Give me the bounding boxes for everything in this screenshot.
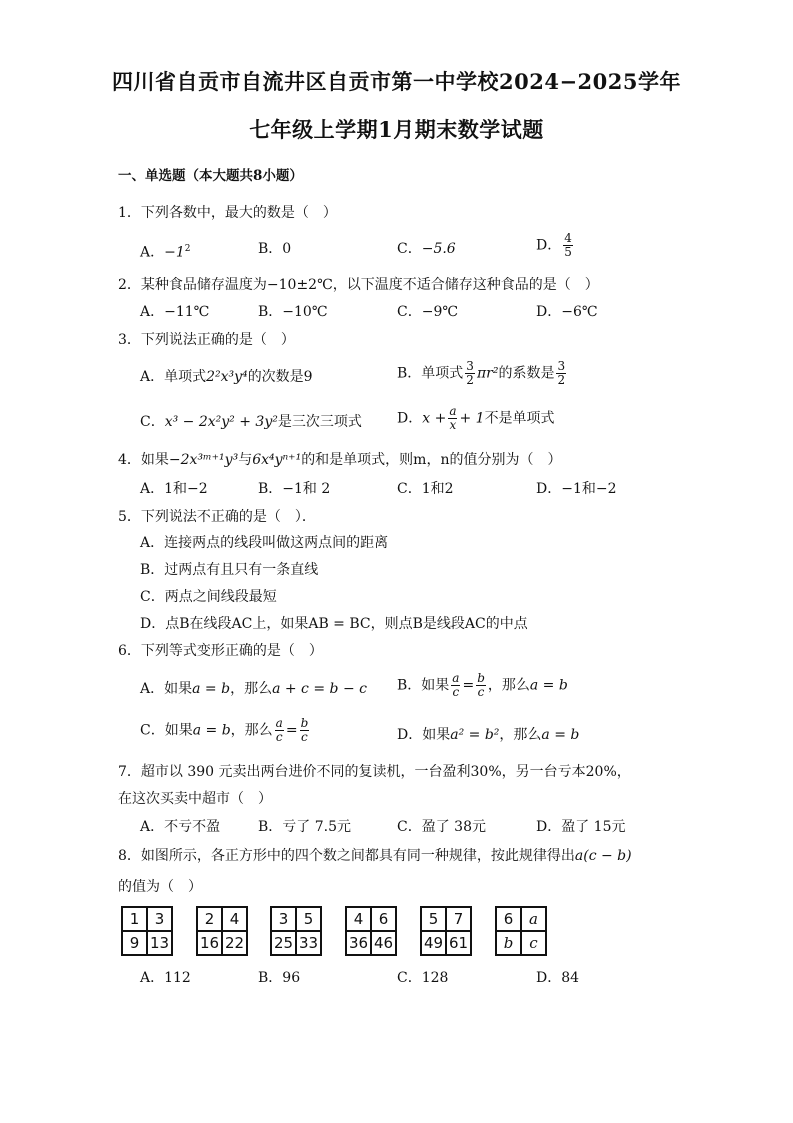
square-cell: 3 [147, 907, 172, 931]
q8-option-d: D．84 [536, 970, 580, 986]
square-cell: 6 [496, 907, 521, 931]
q3-option-b: B．单项式 $\frac{3}{2}$ πr²的系数是 $\frac{3}{2}$ [397, 359, 566, 387]
q2-option-c: C．−9℃ [397, 304, 459, 320]
square-cell: 4 [346, 907, 371, 931]
q6-stem: 6．下列等式变形正确的是（ ） [118, 643, 323, 659]
square-cell: 16 [197, 931, 222, 955]
q6-option-a: A．如果a = b，那么a + c = b − c [140, 681, 367, 697]
q1-option-b: B．0 [258, 241, 292, 257]
q4-stem: 4．如果−2x³ᵐ⁺¹y³与6x⁴yⁿ⁺¹的和是单项式，则m，n的值分别为（ ） [118, 452, 562, 468]
q5-option-a: A．连接两点的线段叫做这两点间的距离 [140, 535, 389, 551]
q4-option-b: B．−1和 2 [258, 481, 331, 497]
q7-option-b: B．亏了 7.5元 [258, 819, 352, 835]
square-cell: 3 [271, 907, 296, 931]
title-line-1: 四川省自贡市自流井区自贡市第一中学校2024−2025学年 [112, 69, 681, 94]
q2-option-b: B．−10℃ [258, 304, 328, 320]
square-cell: 36 [346, 931, 371, 955]
q8-option-b: B．96 [258, 970, 301, 986]
q2-option-a: A．−11℃ [140, 304, 210, 320]
q7-option-a: A．不亏不盈 [140, 819, 221, 835]
square-cell: c [521, 931, 546, 955]
q5-option-d: D．点B在线段AC上，如果AB = BC，则点B是线段AC的中点 [140, 616, 528, 632]
square-cell: 25 [271, 931, 296, 955]
square-cell: 5 [296, 907, 321, 931]
square-cell: 9 [122, 931, 147, 955]
section-heading: 一、单选题（本大题共8小题） [118, 168, 303, 184]
square-cell: a [521, 907, 546, 931]
number-square-1 [121, 906, 173, 956]
q2-stem: 2．某种食品储存温度为−10±2℃，以下温度不适合储存这种食品的是（ ） [118, 277, 599, 293]
square-cell: 1 [122, 907, 147, 931]
square-cell: 61 [446, 931, 471, 955]
q8-option-a: A．112 [140, 970, 191, 986]
square-cell: 22 [222, 931, 247, 955]
q6-option-b: B．如果 $\frac{a}{c}$ = $\frac{b}{c}$ ，那么a = b [397, 671, 568, 699]
q7-stem-line-2: 在这次买卖中超市（ ） [118, 791, 272, 807]
square-cell: 13 [147, 931, 172, 955]
q1-option-d: D． $\frac{4}{5}$ [536, 231, 572, 259]
q5-option-c: C．两点之间线段最短 [140, 589, 277, 605]
q5-option-b: B．过两点有且只有一条直线 [140, 562, 319, 578]
q3-option-c: C．x³ − 2x²y² + 3y²是三次三项式 [140, 414, 362, 430]
square-cell: 46 [371, 931, 396, 955]
q1-stem: 1．下列各数中，最大的数是（ ） [118, 205, 337, 221]
q3-option-a: A．单项式2²x³y⁴的次数是9 [140, 369, 313, 385]
square-cell: 2 [197, 907, 222, 931]
number-square-3 [270, 906, 322, 956]
number-square-6 [495, 906, 547, 956]
square-cell: b [496, 931, 521, 955]
q4-option-d: D．−1和−2 [536, 481, 617, 497]
q3-option-d: D．x + $\frac{a}{x}$ + 1不是单项式 [397, 404, 555, 432]
q3-stem: 3．下列说法正确的是（ ） [118, 332, 295, 348]
q1-option-c: C．−5.6 [397, 241, 456, 257]
number-square-2 [196, 906, 248, 956]
q6-option-d: D．如果a² = b²，那么a = b [397, 727, 580, 743]
square-cell: 5 [421, 907, 446, 931]
square-cell: 33 [296, 931, 321, 955]
q7-stem-line-1: 7．超市以 390 元卖出两台进价不同的复读机，一台盈利30%，另一台亏本20%， [118, 764, 631, 780]
square-cell: 6 [371, 907, 396, 931]
number-square-4 [345, 906, 397, 956]
title-line-2: 七年级上学期1月期末数学试题 [249, 117, 544, 142]
q2-option-d: D．−6℃ [536, 304, 598, 320]
q5-stem: 5．下列说法不正确的是（ ）． [118, 509, 316, 525]
square-cell: 49 [421, 931, 446, 955]
q7-option-d: D．盈了 15元 [536, 819, 626, 835]
square-cell: 7 [446, 907, 471, 931]
q1-option-a: A．$-1^2$ [140, 244, 191, 261]
q6-option-c: C．如果a = b，那么 $\frac{a}{c}$ = $\frac{b}{c}$ [140, 716, 309, 744]
square-cell: 4 [222, 907, 247, 931]
q8-stem-line-1: 8．如图所示，各正方形中的四个数之间都具有同一种规律，按此规律得出a(c − b) [118, 848, 632, 864]
q8-option-c: C．128 [397, 970, 449, 986]
q7-option-c: C．盈了 38元 [397, 819, 486, 835]
q8-stem-line-2: 的值为（ ） [118, 879, 202, 895]
q4-option-a: A．1和−2 [140, 481, 208, 497]
number-square-5 [420, 906, 472, 956]
q4-option-c: C．1和2 [397, 481, 454, 497]
